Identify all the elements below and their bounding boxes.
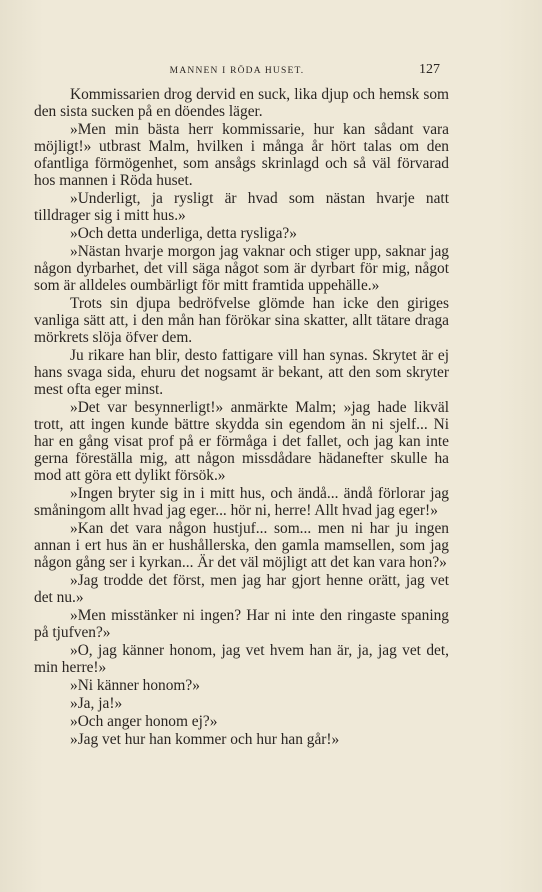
paragraph: »Jag trodde det först, men jag har gjort henne orätt, jag vet det nu.» — [34, 572, 449, 606]
paragraph: »Nästan hvarje morgon jag vaknar och stiger upp, saknar jag någon dyrbarhet, det vill säga något som är dyrbart för mig, något som är alldeles oumbärligt för mitt framtida uppehälle.» — [34, 243, 449, 294]
paragraph: »Jag vet hur han kommer och hur han går!» — [70, 731, 340, 748]
paragraph: »Underligt, ja rysligt är hvad som nästan hvarje natt tilldrager sig i mitt hus.» — [34, 190, 449, 224]
running-head-title: MANNEN I RÖDA HUSET. — [169, 66, 305, 76]
page-number: 127 — [419, 62, 440, 77]
paragraph: »Och anger honom ej?» — [70, 713, 218, 730]
running-head — [34, 62, 440, 80]
paragraph: »Ni känner honom?» — [70, 677, 200, 694]
paragraph: »Men min bästa herr kommissarie, hur kan sådant vara möjligt!» utbrast Malm, hvilken i många år hört talas om den ofantliga förmögenhet, som ansågs skrinlagd och så väl förvarad hos mannen i Röda huset. — [34, 121, 449, 189]
paragraph: »Ja, ja!» — [70, 695, 123, 712]
paragraph: »Kan det vara någon hustjuf... som... men ni har ju ingen annan i ert hus än er hushållerska, den gamla mamsellen, som jag någon gång ser i kyrkan... Är det väl möjligt att det kan vara hon?» — [34, 520, 449, 571]
paragraph: »Det var besynnerligt!» anmärkte Malm; »jag hade likväl trott, att ingen kunde bättre skydda sin egendom än ni sjelf... Ni har en gång visat prof på er förmåga i det fallet, och jag kan inte gerna föreställa mig, att någon missdådare hädanefter skulle ha mod att göra ett dylikt försök.» — [34, 399, 449, 484]
paragraph: »Ingen bryter sig in i mitt hus, och ändå... ändå förlorar jag småningom allt hvad jag eger... hör ni, herre! Allt hvad jag eger!» — [34, 485, 449, 519]
paragraph: »Men misstänker ni ingen? Har ni inte den ringaste spaning på tjufven?» — [34, 607, 449, 641]
paragraph: Ju rikare han blir, desto fattigare vill han synas. Skrytet är ej hans svaga sida, ehuru det nogsamt är bekant, att den som skryter mest ofta eger minst. — [34, 347, 449, 398]
body-text — [34, 86, 449, 749]
paragraph: Kommissarien drog dervid en suck, lika djup och hemsk som den sista sucken på en döendes läger. — [34, 86, 449, 120]
paragraph: Trots sin djupa bedröfvelse glömde han icke den giriges vanliga sätt att, i den mån han förökar sina skatter, allt tätare draga mörkrets slöja öfver dem. — [34, 295, 449, 346]
paragraph: »Och detta underliga, detta rysliga?» — [70, 225, 297, 242]
paragraph: »O, jag känner honom, jag vet hvem han är, ja, jag vet det, min herre!» — [34, 642, 449, 676]
